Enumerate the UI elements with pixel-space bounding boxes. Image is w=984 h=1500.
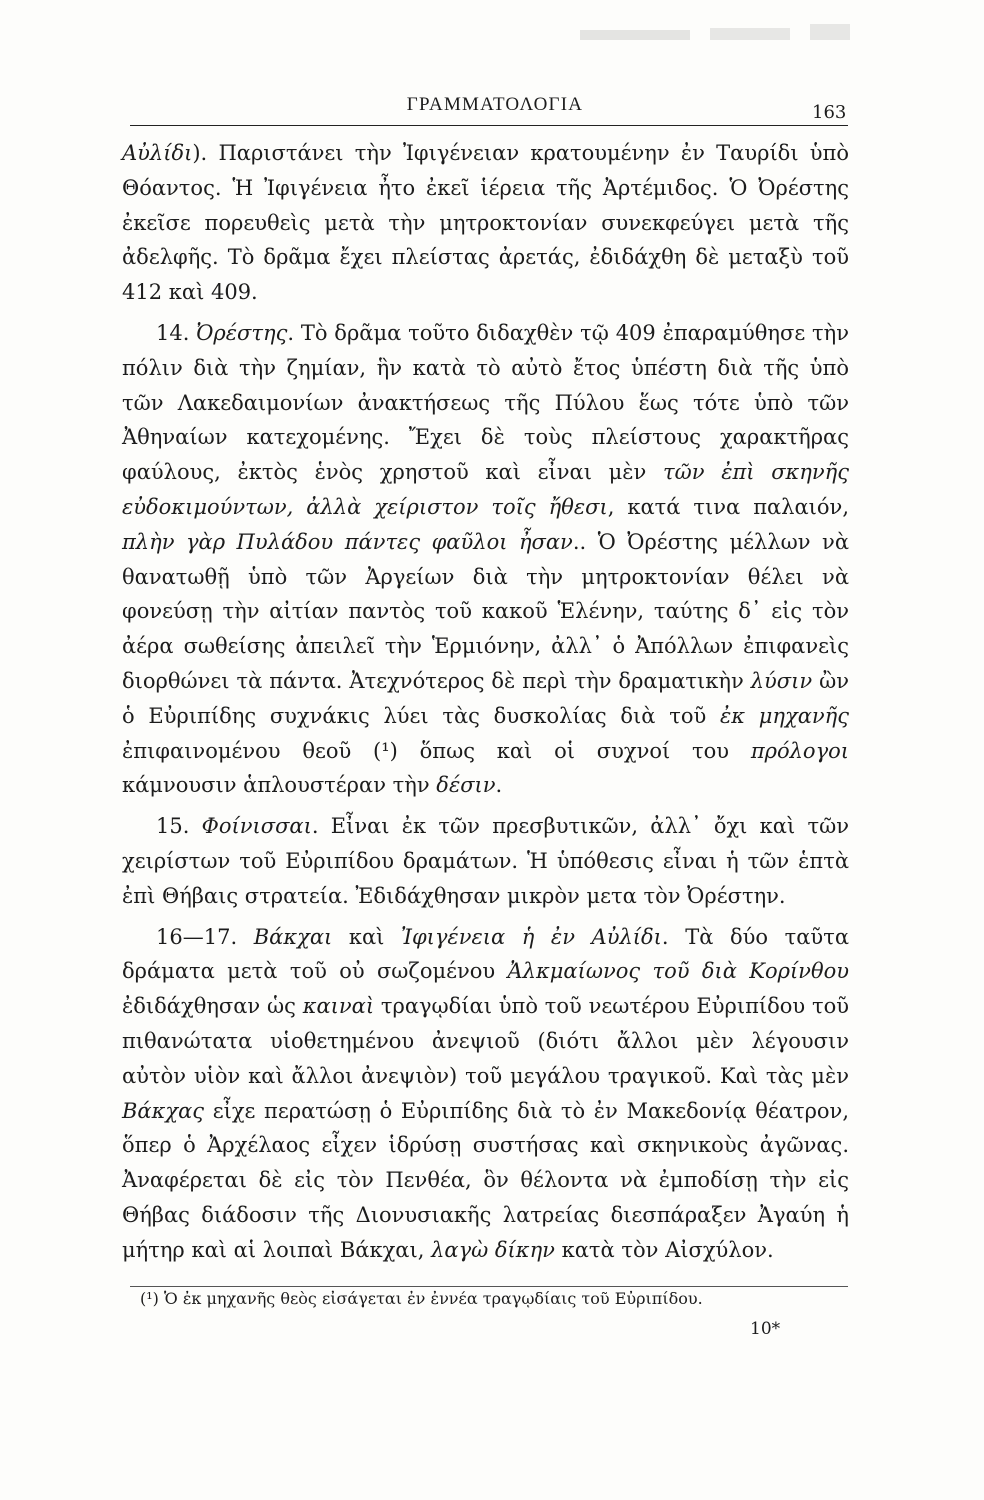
italic-run: Ὀρέστης	[196, 320, 288, 345]
italic-run: Βάκχας	[122, 1098, 205, 1123]
italic-run: Φοίνισσαι	[201, 814, 312, 839]
text-run: τραγῳδίαι ὑπὸ τοῦ νεωτέρου Εὐριπίδου τοῦ πιθανώτατα υἱοθετημένου ἀνεψιοῦ (διότι ἄλλοι μὲν λέγουσιν αὐτὸν υἱὸν καὶ ἄλλοι ἀνεψιὸν) τοῦ μεγάλου τραγικοῦ. Καὶ τὰς μὲν	[122, 994, 849, 1088]
italic-run: καιναὶ	[302, 994, 375, 1019]
text-run: , κατά τινα παλαιόν,	[607, 494, 849, 519]
italic-run: Αὐλίδι	[122, 141, 193, 165]
show-through-bleed	[560, 0, 880, 80]
text-run: 15.	[156, 814, 202, 839]
text-run: καὶ	[332, 924, 401, 949]
page-number: 163	[812, 102, 847, 123]
italic-run: τῶν ἐπὶ σκηνῆς εὐδοκιμούντων, ἀλλὰ χείριστον τοῖς ἤθεσι	[122, 460, 849, 519]
main-text	[122, 136, 849, 1274]
italic-run: λαγὼ δίκην	[431, 1237, 555, 1262]
italic-run: πλὴν γὰρ Πυλάδου πάντες φαῦλοι ἦσαν	[122, 529, 573, 554]
text-run: κάμνουσιν ἁπλουστέραν τὴν	[122, 773, 437, 798]
text-run: 14.	[156, 320, 197, 345]
text-run: ἐπιφαινομένου θεοῦ (¹) ὅπως καὶ οἱ συχνοί του	[122, 738, 751, 763]
italic-run: ἐκ μηχανῆς	[719, 703, 849, 728]
text-run: . Τὰ δύο ταῦτα δράματα μετὰ τοῦ οὐ σωζομένου	[122, 924, 849, 984]
text-run: ). Παριστάνει τὴν Ἰφιγένειαν κρατουμένην ἐν Ταυρίδι ὑπὸ Θόαντος. Ἡ Ἰφιγένεια ἦτο ἐκεῖ ἱέρεια τῆς Ἀρτέμιδος. Ὁ Ὀρέστης ἐκεῖσε πορευθεὶς μετὰ τὴν μητροκτονίαν συνεκφεύγει μετὰ τῆς ἀδελφῆς. Τὸ δρᾶμα ἔχει πλείστας ἀρετάς, ἐδιδάχθη δὲ μεταξὺ τοῦ 412 καὶ 409.	[122, 141, 849, 305]
footnote: (¹) Ὁ ἐκ μηχανῆς θεὸς εἰσάγεται ἐν ἐννέα τραγῳδίαις τοῦ Εὐριπίδου.	[140, 1289, 703, 1308]
text-run: .. Ὁ Ὀρέστης μέλλων νὰ θανατωθῇ ὑπὸ τῶν Ἀργείων διὰ τὴν μητροκτονίαν θέλει νὰ φονεύσῃ τὴν αἰτίαν παντὸς τοῦ κακοῦ Ἑλένην, ταύτης δ᾽ εἰς τὸν ἀέρα σωθείσης ἀπειλεῖ τὴν Ἑρμιόνην, ἀλλ᾽ ὁ Ἀπόλλων ἐπιφανεὶς διορθώνει τὰ πάντα. Ἀτεχνότερος δὲ περὶ τὴν δραματικὴν	[122, 529, 849, 693]
italic-run: δέσιν	[436, 773, 496, 798]
italic-run: λύσιν	[750, 668, 813, 693]
text-run: . Εἶναι ἐκ τῶν πρεσβυτικῶν, ἀλλ᾽ ὄχι καὶ τῶν χειρίστων τοῦ Εὐριπίδου δραμάτων. Ἡ ὑπόθεσις εἶναι ἡ τῶν ἑπτὰ ἐπὶ Θήβαις στρατεία. Ἐδιδάχθησαν μικρὸν μετα τὸν Ὀρέστην.	[122, 814, 849, 908]
running-title: ΓΡΑΜΜΑΤΟΛΟΓΙΑ	[406, 94, 584, 115]
running-head	[0, 94, 984, 124]
text-run: ἐδιδάχθησαν ὡς	[122, 994, 303, 1019]
paragraph-phoenissae	[122, 809, 849, 913]
paragraph-orestes	[122, 316, 849, 803]
header-rule	[130, 125, 848, 126]
text-run: . Τὸ δρᾶμα τοῦτο διδαχθὲν τῷ 409 ἐπαραμύθησε τὴν πόλιν διὰ τὴν ζημίαν, ἣν κατὰ τὸ αὐτὸ ἔτος ὑπέστη διὰ τῆς ὑπὸ τῶν Λακεδαιμονίων ἀνακτήσεως τῆς Πύλου ἕως τότε ὑπὸ τῶν Ἀθηναίων κατεχομένης. Ἔχει δὲ τοὺς πλείστους χαρακτῆρας φαύλους, ἐκτὸς ἑνὸς χρηστοῦ καὶ εἶναι μὲν	[122, 320, 849, 485]
italic-run: Βάκχαι	[253, 924, 333, 949]
signature-mark: 10*	[750, 1319, 781, 1339]
italic-run: πρόλογοι	[750, 738, 849, 763]
paragraph-continuation	[122, 136, 849, 310]
italic-run: Ἰφιγένεια ἡ ἐν Αὐλίδι	[401, 924, 662, 949]
text-run: .	[495, 773, 503, 798]
text-run: 16—17.	[156, 924, 254, 949]
italic-run: Ἀλκμαίωνος τοῦ διὰ Κορίνθου	[507, 959, 849, 984]
text-run: ὢν ὁ Εὐριπίδης συχνάκις λύει τὰς δυσκολίας διὰ τοῦ	[122, 668, 849, 728]
text-run: κατὰ τὸν Αἰσχύλον.	[554, 1237, 774, 1262]
paragraph-bacchae-iphigenia	[122, 920, 849, 1268]
text-run: εἶχε περατώσῃ ὁ Εὐριπίδης διὰ τὸ ἐν Μακεδονίᾳ θέατρον, ὅπερ ὁ Ἀρχέλαος εἶχεν ἱδρύσῃ συστήσας καὶ σκηνικοὺς ἀγῶνας. Ἀναφέρεται δὲ εἰς τὸν Πενθέα, ὃν θέλοντα νὰ ἐμποδίσῃ τὴν εἰς Θήβας διάδοσιν τῆς Διονυσιακῆς λατρείας διεσπάραξεν Ἀγαύη ἡ μήτηρ καὶ αἱ λοιπαὶ Βάκχαι,	[122, 1098, 849, 1262]
